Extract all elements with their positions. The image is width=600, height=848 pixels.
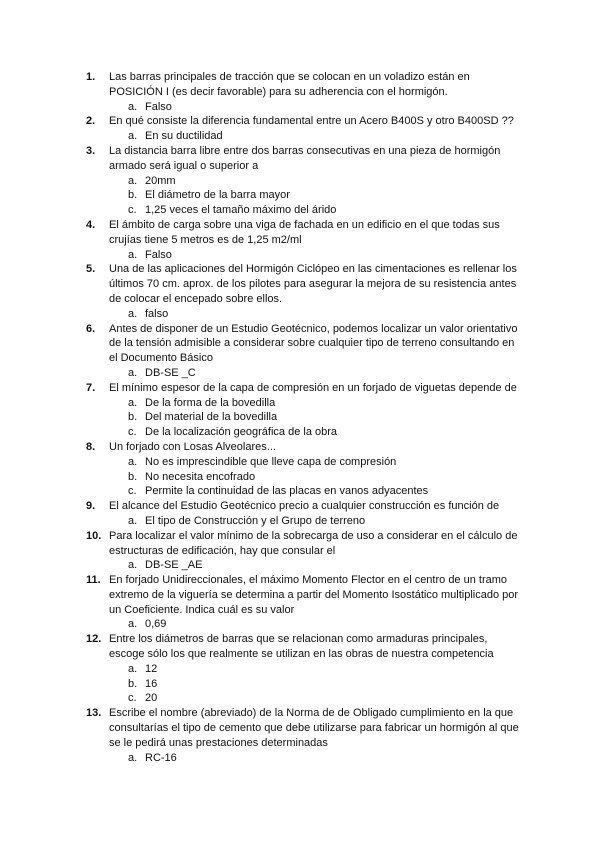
question-item bbox=[86, 529, 520, 573]
answer-letter: a. bbox=[128, 100, 138, 113]
answer-text: Falso bbox=[145, 100, 172, 113]
answer-list bbox=[109, 100, 520, 115]
question-number: 10. bbox=[86, 529, 102, 542]
answer-item bbox=[128, 470, 520, 485]
answer-text: 12 bbox=[145, 662, 158, 675]
answer-item bbox=[128, 558, 520, 573]
answer-text: No necesita encofrado bbox=[145, 470, 256, 483]
answer-text: 16 bbox=[145, 677, 158, 690]
question-text: Escribe el nombre (abreviado) de la Norma de de Obligado cumplimiento en la que consultarías el tipo de cemento que debe utilizarse para fabricar un hormigón al que se le pedirá unas prestaciones determinadas bbox=[109, 707, 519, 749]
question-text: En forjado Unidireccionales, el máximo Momento Flector en el centro de un tramo extremo de la viguería se determina a partir del Momento Isostático multiplicado por un Coeficiente. Indica cuál es su valor bbox=[109, 574, 519, 616]
question-number: 8. bbox=[86, 440, 96, 453]
answer-list bbox=[109, 396, 520, 440]
answer-letter: a. bbox=[128, 751, 138, 764]
answer-text: 0,69 bbox=[145, 618, 167, 631]
answer-text: Permite la continuidad de las placas en vanos adyacentes bbox=[145, 485, 429, 498]
answer-list bbox=[109, 366, 520, 381]
question-text: Antes de disponer de un Estudio Geotécnico, podemos localizar un valor orientativo de la tensión admisible a considerar sobre cualquier tipo de terreno consultando en el Documento Básico bbox=[109, 322, 518, 365]
answer-letter: a. bbox=[128, 514, 138, 527]
question-item bbox=[86, 440, 520, 499]
answer-letter: c. bbox=[128, 692, 137, 705]
question-number: 7. bbox=[86, 381, 96, 394]
question-text: Las barras principales de tracción que se colocan en un voladizo están en POSICIÓN I (es decir favorable) para su adherencia con el hormigón. bbox=[109, 71, 470, 98]
answer-text: 1,25 veces el tamaño máximo del árido bbox=[145, 204, 337, 217]
answer-list bbox=[109, 662, 520, 706]
answer-letter: a. bbox=[128, 662, 138, 675]
question-item bbox=[86, 381, 520, 440]
answer-letter: a. bbox=[128, 455, 138, 468]
answer-item bbox=[128, 188, 520, 203]
answer-list bbox=[109, 455, 520, 499]
question-number: 13. bbox=[86, 707, 102, 720]
question-text: El ámbito de carga sobre una viga de fachada en un edificio en el que todas sus crujías tiene 5 metros es de 1,25 m2/ml bbox=[109, 218, 500, 246]
question-list bbox=[86, 70, 520, 765]
answer-letter: b. bbox=[128, 470, 138, 483]
question-text: El alcance del Estudio Geotécnico precio a cualquier construcción es función de bbox=[109, 500, 500, 513]
question-item bbox=[86, 144, 520, 218]
question-item bbox=[86, 706, 520, 765]
answer-item bbox=[128, 751, 520, 766]
answer-list bbox=[109, 174, 520, 218]
answer-item bbox=[128, 662, 520, 677]
answer-list bbox=[109, 514, 520, 529]
question-item bbox=[86, 322, 520, 381]
answer-item bbox=[128, 484, 520, 499]
answer-item bbox=[128, 174, 520, 189]
answer-list bbox=[109, 248, 520, 263]
answer-item bbox=[128, 691, 520, 706]
answer-text: El tipo de Construcción y el Grupo de terreno bbox=[145, 514, 366, 527]
answer-letter: a. bbox=[128, 559, 138, 572]
answer-letter: c. bbox=[128, 485, 137, 498]
answer-letter: a. bbox=[128, 130, 138, 143]
answer-text: Del material de la bovedilla bbox=[145, 411, 278, 424]
answer-item bbox=[128, 129, 520, 144]
question-number: 2. bbox=[86, 115, 96, 128]
question-text: En qué consiste la diferencia fundamental entre un Acero B400S y otro B400SD ?? bbox=[109, 115, 514, 128]
answer-text: DB-SE _AE bbox=[145, 559, 203, 572]
answer-text: El diámetro de la barra mayor bbox=[145, 189, 290, 202]
answer-item bbox=[128, 514, 520, 529]
answer-letter: a. bbox=[128, 618, 138, 631]
answer-item bbox=[128, 617, 520, 632]
answer-item bbox=[128, 203, 520, 218]
answer-item bbox=[128, 425, 520, 440]
question-number: 11. bbox=[86, 574, 101, 587]
answer-list bbox=[109, 129, 520, 144]
question-number: 3. bbox=[86, 144, 96, 157]
question-text: Un forjado con Losas Alveolares... bbox=[109, 440, 276, 453]
answer-text: De la forma de la bovedilla bbox=[145, 396, 276, 409]
question-text: La distancia barra libre entre dos barras consecutivas en una pieza de hormigón armado será igual o superior a bbox=[109, 144, 501, 172]
question-item bbox=[86, 218, 520, 262]
answer-list bbox=[109, 751, 520, 766]
answer-text: 20 bbox=[145, 692, 158, 705]
answer-item bbox=[128, 677, 520, 692]
question-item bbox=[86, 262, 520, 321]
question-number: 4. bbox=[86, 218, 96, 231]
answer-item bbox=[128, 248, 520, 263]
answer-letter: b. bbox=[128, 677, 138, 690]
answer-text: De la localización geográfica de la obra bbox=[145, 426, 338, 439]
answer-text: DB-SE _C bbox=[145, 366, 196, 379]
answer-list bbox=[109, 558, 520, 573]
answer-letter: b. bbox=[128, 189, 138, 202]
answer-item bbox=[128, 100, 520, 115]
answer-list bbox=[109, 307, 520, 322]
answer-letter: c. bbox=[128, 426, 137, 439]
answer-text: falso bbox=[145, 307, 169, 320]
question-item bbox=[86, 499, 520, 529]
answer-letter: a. bbox=[128, 307, 138, 320]
answer-item bbox=[128, 366, 520, 381]
question-number: 12. bbox=[86, 633, 102, 646]
question-item bbox=[86, 70, 520, 114]
question-number: 1. bbox=[86, 71, 96, 83]
question-text: Una de las aplicaciones del Hormigón Ciclópeo en las cimentaciones es rellenar los últimos 70 cm. aprox. de los pilotes para asegurar la mejora de su resistencia antes de colocar el encepado sobre ellos. bbox=[109, 263, 517, 305]
answer-item bbox=[128, 307, 520, 322]
question-number: 9. bbox=[86, 500, 96, 513]
answer-text: En su ductilidad bbox=[145, 130, 223, 143]
answer-text: RC-16 bbox=[145, 751, 177, 764]
answer-letter: a. bbox=[128, 396, 138, 409]
answer-letter: a. bbox=[128, 248, 138, 261]
question-text: El mínimo espesor de la capa de compresión en un forjado de viguetas depende de bbox=[109, 381, 517, 394]
question-item bbox=[86, 632, 520, 706]
answer-list bbox=[109, 617, 520, 632]
answer-letter: b. bbox=[128, 411, 138, 424]
answer-text: Falso bbox=[145, 248, 172, 261]
answer-item bbox=[128, 455, 520, 470]
answer-letter: c. bbox=[128, 204, 137, 217]
answer-letter: a. bbox=[128, 366, 138, 379]
answer-text: No es imprescindible que lleve capa de compresión bbox=[145, 455, 397, 468]
question-text: Entre los diámetros de barras que se relacionan como armaduras principales, escoge sólo los que realmente se utilizan en las obras de nuestra competencia bbox=[109, 633, 494, 661]
question-text: Para localizar el valor mínimo de la sobrecarga de uso a considerar en el cálculo de estructuras de edificación, hay que consular el bbox=[109, 529, 518, 557]
question-number: 6. bbox=[86, 322, 96, 335]
question-number: 5. bbox=[86, 263, 96, 276]
question-item bbox=[86, 573, 520, 632]
answer-text: 20mm bbox=[145, 174, 176, 187]
question-item bbox=[86, 114, 520, 144]
answer-item bbox=[128, 396, 520, 411]
answer-item bbox=[128, 410, 520, 425]
answer-letter: a. bbox=[128, 174, 138, 187]
